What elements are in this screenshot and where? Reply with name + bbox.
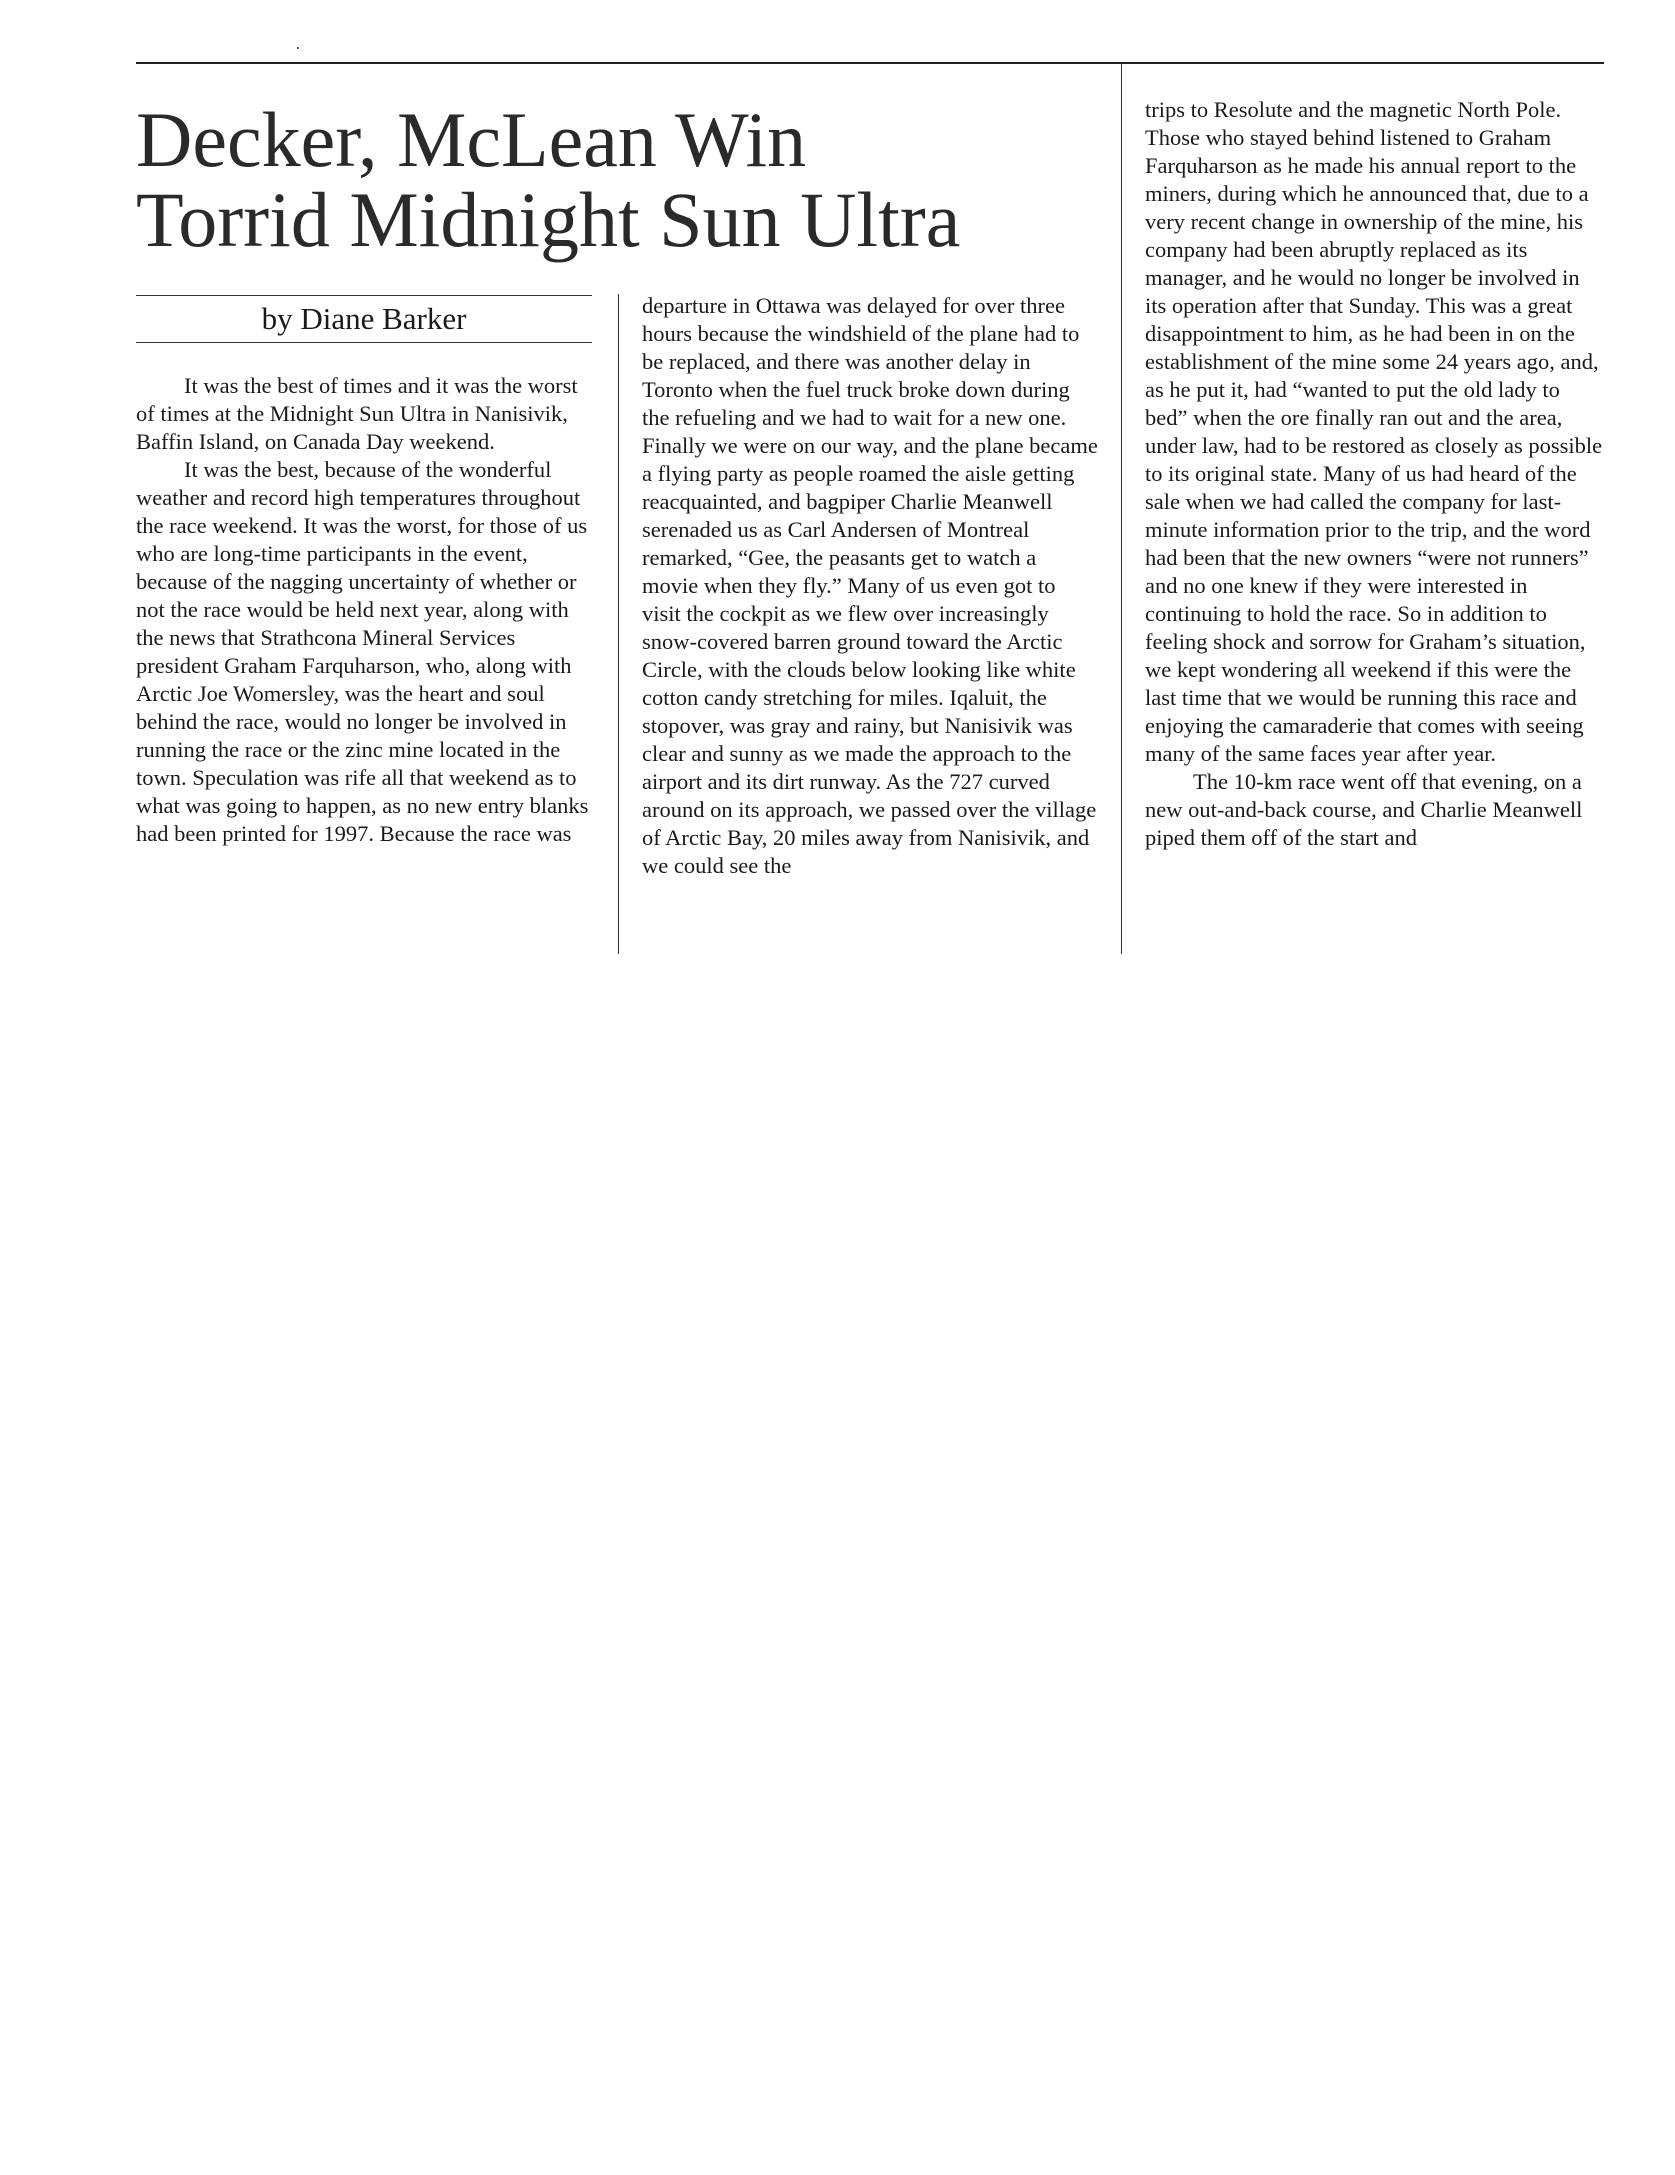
paragraph: It was the best, because of the wonderful weather and record high temperatures throughout the race weekend. It was the worst, for those of us who are long-time participants in the event, because of the nagging uncertainty of whether or not the race would be held next year, along with the news that Strathcona Mineral Services president Graham Farquharson, who, along with Arctic Joe Womersley, was the heart and soul behind the race, would no longer be involved in running the race or the zinc mine located in the town. Speculation was rife all that weekend as to what was going to happen, as no new entry blanks had been printed for 1997. Because the race was — [136, 457, 589, 846]
scan-speck — [297, 47, 299, 49]
article-column-2 — [642, 292, 1098, 962]
column-rule-1 — [618, 294, 619, 954]
byline-rule-top — [136, 295, 592, 296]
byline-rule-bottom — [136, 342, 592, 343]
column-rule-2 — [1121, 64, 1122, 954]
top-rule — [136, 62, 1604, 64]
article-byline: by Diane Barker — [261, 301, 467, 336]
paragraph: It was the best of times and it was the worst of times at the Midnight Sun Ultra in Nanisivik, Baffin Island, on Canada Day weekend. — [136, 373, 578, 454]
scan-fade-overlay — [0, 1815, 1675, 2175]
article-column-3 — [1145, 96, 1603, 962]
paragraph: departure in Ottawa was delayed for over three hours because the windshield of the plane had to be replaced, and there was another delay in Toronto when the fuel truck broke down during the refueling and we had to wait for a new one. Finally we were on our way, and the plane became a flying party as people roamed the aisle getting reacquainted, and bagpiper Charlie Meanwell serenaded us as Carl Andersen of Montreal remarked, “Gee, the peasants get to watch a movie when they fly.” Many of us even got to visit the cockpit as we flew over increasingly snow-covered barren ground toward the Arctic Circle, with the clouds below looking like white cotton candy stretching for miles. Iqaluit, the stopover, was gray and rainy, but Nanisivik was clear and sunny as we made the approach to the airport and its dirt runway. As the 727 curved around on its approach, we passed over the village of Arctic Bay, 20 miles away from Nanisivik, and we could see the — [642, 293, 1098, 878]
paragraph: The 10-km race went off that evening, on a new out-and-back course, and Charlie Meanwell piped them off of the start and — [1145, 769, 1583, 850]
article-headline: Decker, McLean Win Torrid Midnight Sun Ultra — [136, 96, 961, 263]
article-column-1 — [136, 372, 592, 962]
paragraph: trips to Resolute and the magnetic North Pole. Those who stayed behind listened to Graham Farquharson as he made his annual report to the miners, during which he announced that, due to a very recent change in ownership of the mine, his company had been abruptly replaced as its manager, and he would no longer be involved in its operation after that Sunday. This was a great disappointment to him, as he had been in on the establishment of the mine some 24 years ago, and, as he put it, had “wanted to put the old lady to bed” when the ore finally ran out and the area, under law, had to be restored as closely as possible to its original state. Many of us had heard of the sale when we had called the company for last-minute information prior to the trip, and the word had been that the new owners “were not runners” and no one knew if they were interested in continuing to hold the race. So in addition to feeling shock and sorrow for Graham’s situation, we kept wondering all weekend if this were the last time that we would be running this race and enjoying the camaraderie that comes with seeing many of the same faces year after year. — [1145, 97, 1603, 766]
